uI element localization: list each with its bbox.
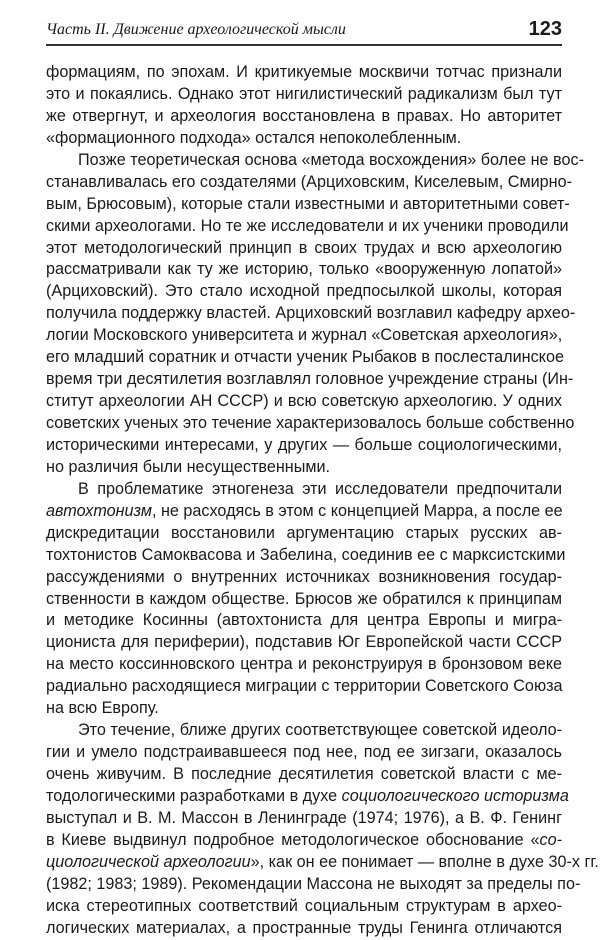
text-segment: дискредитации восстановили аргументацию старых русских ав- — [46, 523, 562, 542]
text-line — [46, 852, 599, 874]
text-line — [46, 238, 562, 260]
italic-text: автохтонизм — [46, 501, 152, 520]
text-segment: получила поддержку властей. Арциховский возглавил кафедру архео- — [46, 304, 576, 323]
text-line — [46, 62, 562, 84]
text-line — [46, 216, 569, 238]
text-line — [46, 150, 584, 172]
paragraph — [46, 150, 584, 479]
text-segment: рассматривали как ту же историю, только «вооруженную лопатой» — [46, 260, 562, 279]
text-segment: и методике Косинны (автохтониста для центра Европы и мигра- — [46, 611, 562, 630]
text-segment: формациям, по эпохам. И критикуемые москвичи тотчас признали — [46, 63, 562, 81]
text-line — [46, 874, 581, 896]
text-segment: скими археологами. Но те же исследователи и их ученики проводили — [46, 216, 569, 235]
text-line — [46, 259, 562, 281]
paragraph — [46, 479, 566, 720]
text-segment: гии и умело подстраивавшееся под нее, под ее зигзаги, оказалось — [46, 743, 562, 762]
text-line — [46, 567, 562, 589]
paragraph — [46, 720, 599, 939]
page-number: 123 — [528, 18, 562, 40]
text-line — [46, 84, 562, 106]
text-segment: это и покаялись. Однако этот нигилистический радикализм был тут — [46, 84, 562, 103]
text-segment: (Арциховский). Это стало исходной предпосылкой школы, которая — [46, 282, 562, 301]
text-segment: ственности в каждом обществе. Брюсов же обратился к принципам — [46, 589, 562, 608]
page-body-text — [46, 62, 599, 940]
text-segment: станавливалась его создателями (Арциховским, Киселевым, Смирно- — [46, 172, 572, 191]
text-line — [46, 194, 570, 216]
text-line — [46, 698, 562, 720]
text-line — [46, 654, 562, 676]
text-line — [46, 786, 569, 808]
text-segment: , не расходясь в этом с концепцией Марра, а после ее — [151, 501, 563, 520]
text-segment: (1982; 1983; 1989). Рекомендации Массона не выходят за пределы по- — [46, 874, 581, 893]
text-segment: историческими интересами, у других — больше социологическими, — [46, 435, 562, 454]
text-line — [46, 347, 562, 369]
text-segment: время три десятилетия возглавлял головное учреждение страны (Ин- — [46, 370, 574, 389]
text-line — [46, 457, 562, 479]
running-header — [46, 14, 562, 46]
paragraph — [46, 62, 562, 150]
text-line — [46, 610, 562, 632]
text-segment: циониста для периферии), подставив Юг Европейской части СССР — [46, 633, 562, 652]
text-line — [46, 325, 562, 347]
text-line — [46, 720, 562, 742]
text-line — [46, 281, 562, 303]
text-line — [46, 632, 562, 654]
text-segment: рассуждениями о внутренних источниках возникновения государ- — [46, 567, 562, 586]
text-segment: радиально расходящиеся миграции с территории Советского Союза — [46, 677, 563, 696]
text-line — [46, 676, 562, 698]
text-line — [46, 589, 562, 611]
text-line — [46, 830, 562, 852]
text-segment: советских ученых это течение характеризовалось больше собственно — [46, 414, 575, 432]
text-line — [46, 742, 562, 764]
text-segment: очень живучим. В последние десятилетия советской власти с ме- — [46, 765, 562, 783]
text-segment: ститут археологии АН СССР) и всю советскую археологию. У одних — [46, 392, 562, 411]
text-segment: вым, Брюсовым), которые стали известными и авторитетными совет- — [46, 194, 570, 213]
text-line — [46, 896, 562, 918]
text-line — [46, 479, 562, 501]
text-segment: же отвергнут, и археология восстановлена в правах. Но авторитет — [46, 106, 562, 125]
text-line — [46, 523, 562, 545]
italic-text: социологического историзма — [341, 786, 569, 805]
running-title: Часть II. Движение археологической мысли — [46, 21, 346, 38]
text-segment: тодологическими разработками в духе — [46, 786, 342, 805]
italic-text: циологической археологии — [46, 852, 251, 871]
text-segment: его младший соратник и отчасти ученик Рыбаков в послесталинское — [46, 348, 564, 367]
text-line — [46, 545, 566, 567]
text-segment: в Киеве выдвинул подробное методологическое обоснование « — [46, 830, 540, 849]
text-segment: тохтонистов Самоквасова и Забелина, соединив ее с марксистскими — [46, 545, 566, 564]
text-segment: «формационного подхода» остался непоколебленным. — [46, 128, 462, 147]
text-line — [46, 808, 562, 830]
italic-text: со- — [539, 830, 562, 849]
text-segment: на всю Европу. — [46, 699, 159, 718]
text-segment: выступал и В. М. Массон в Ленинграде (1974; 1976), а В. Ф. Генинг — [46, 808, 562, 827]
text-line — [46, 391, 562, 413]
text-segment: », как он ее понимает — вполне в духе 30-х гг. — [250, 852, 599, 871]
text-line — [46, 172, 572, 194]
text-line — [46, 303, 576, 325]
text-line — [46, 764, 562, 786]
text-line — [46, 413, 575, 435]
text-line — [46, 435, 562, 457]
text-line — [46, 106, 562, 128]
text-segment: Это течение, ближе других соответствующее советской идеоло- — [78, 721, 562, 740]
text-line — [46, 501, 562, 523]
text-segment: этот методологический принцип в своих трудах и всю археологию — [46, 238, 562, 257]
text-segment: Позже теоретическая основа «метода восхождения» более не вос- — [78, 150, 584, 169]
text-segment: логии Московского университета и журнал «Советская археология», — [46, 326, 563, 345]
text-segment: но различия были несущественными. — [46, 457, 330, 476]
text-line — [46, 369, 574, 391]
text-line — [46, 918, 562, 940]
text-line — [46, 128, 562, 150]
text-segment: логических материалах, а пространные труды Генинга отличаются — [46, 918, 562, 937]
text-segment: на место коссинновского центра и реконструируя в бронзовом веке — [46, 655, 562, 674]
text-segment: иска стереотипных соответствий социальным структурам в архео- — [46, 896, 562, 915]
text-segment: В проблематике этногенеза эти исследователи предпочитали — [78, 479, 562, 498]
